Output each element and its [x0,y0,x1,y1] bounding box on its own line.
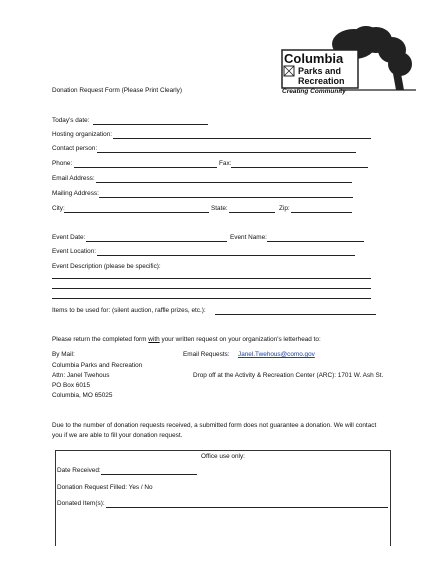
logo-name-line3: Recreation [298,76,345,86]
mailing-address-field[interactable] [99,197,353,198]
phone-label: Phone: [52,160,73,167]
event-description-line-1[interactable] [52,278,371,279]
state-field[interactable] [229,212,275,213]
todays-date-field[interactable] [93,124,208,125]
city-field[interactable] [64,212,209,213]
zip-label: Zip: [279,205,290,212]
logo-name-line1: Columbia [284,51,344,66]
city-label: City: [52,205,65,212]
form-title: Donation Request Form (Please Print Clearly) [52,87,182,94]
event-date-label: Event Date: [52,234,86,241]
hosting-org-field[interactable] [113,138,371,139]
notice-line-2: you if we are able to fill your donation request. [52,432,183,439]
zip-field[interactable] [291,212,352,213]
donated-items-field[interactable] [106,507,388,508]
items-field[interactable] [215,314,376,315]
columbia-parks-logo [280,24,416,96]
mail-line-2: Attn: Janel Twehous [52,372,110,379]
office-use-title: Office use only: [201,453,245,460]
dropoff-text: Drop off at the Activity & Recreation Center (ARC): 1701 W. Ash St. [193,372,384,379]
return-text-before: Please return the completed form [52,336,147,343]
return-instructions [52,336,321,343]
mail-line-3: PO Box 6015 [52,382,91,389]
email-requests-link[interactable]: Janel.Twehous@como.gov [238,351,315,358]
return-text-with: with [148,336,160,343]
mail-line-1: Columbia Parks and Recreation [52,362,143,369]
state-label: State: [211,205,228,212]
items-label: Items to be used for: (silent auction, raffle prizes, etc.): [52,307,206,314]
email-label: Email Address: [52,175,95,182]
hosting-org-label: Hosting organization: [52,131,113,138]
event-description-label: Event Description (please be specific): [52,263,161,270]
request-filled-label: Donation Request Filled: Yes / No [57,484,153,491]
event-description-line-2[interactable] [52,288,371,289]
todays-date-label: Today's date: [52,117,90,124]
notice-line-1: Due to the number of donation requests received, a submitted form does not guarantee a donation. We will contact [52,422,377,429]
logo-tagline: Creating Community [282,88,346,95]
mail-line-4: Columbia, MO 65025 [52,392,113,399]
fax-label: Fax: [219,160,232,167]
mailing-address-label: Mailing Address: [52,190,99,197]
event-name-field[interactable] [267,241,364,242]
contact-person-field[interactable] [97,152,356,153]
email-field[interactable] [96,182,352,183]
email-requests-label: Email Requests: [183,351,230,358]
office-use-box [55,450,391,546]
event-name-label: Event Name: [230,234,267,241]
event-location-field[interactable] [97,255,355,256]
event-description-line-3[interactable] [52,298,371,299]
return-text-after: your written request on your organization's letterhead to: [161,336,321,343]
event-date-field[interactable] [86,241,227,242]
logo-name-line2: Parks and [298,66,342,76]
contact-person-label: Contact person: [52,145,98,152]
event-location-label: Event Location: [52,248,97,255]
date-received-label: Date Received: [57,467,101,474]
donated-items-label: Donated Item(s): [57,500,105,507]
fax-field[interactable] [231,167,368,168]
by-mail-heading: By Mail: [52,351,75,358]
date-received-field[interactable] [101,474,197,475]
phone-field[interactable] [74,167,217,168]
